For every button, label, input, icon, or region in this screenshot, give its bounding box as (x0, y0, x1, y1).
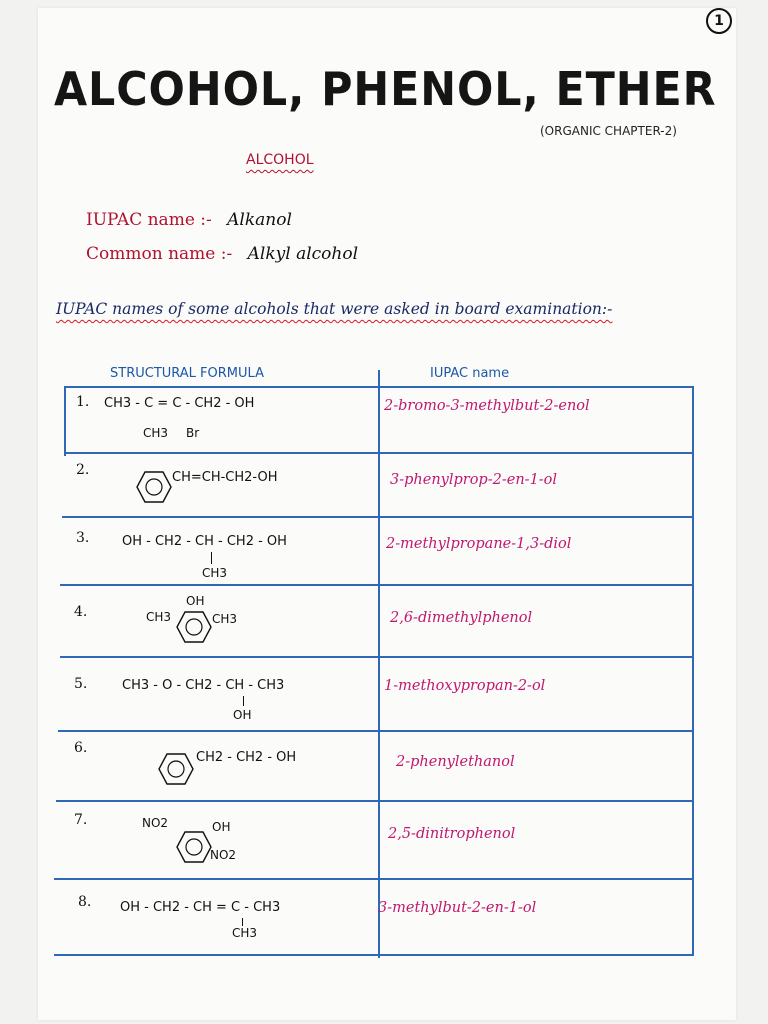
section-heading-text: ALCOHOL (246, 152, 314, 168)
iupac-name-value: Alkanol (227, 210, 292, 230)
iupac-name-row (86, 210, 292, 230)
benzene-ring-icon (176, 830, 212, 864)
iupac-answer: 2-methylpropane-1,3-diol (386, 536, 572, 552)
iupac-answer: 2-phenylethanol (396, 754, 515, 770)
row-number: 3. (76, 530, 90, 546)
iupac-answer: 3-methylbut-2-en-1-ol (378, 900, 537, 916)
iupac-name-label: IUPAC name :- (86, 210, 212, 230)
structural-formula: OH - CH2 - CH = C - CH3 (120, 900, 281, 915)
row-number: 6. (74, 740, 88, 756)
substituent: CH3 (212, 612, 238, 626)
table-line (64, 452, 694, 454)
structural-formula: CH=CH-CH2-OH (172, 470, 278, 485)
benzene-ring-icon (158, 752, 194, 786)
substituent: CH3 (146, 610, 172, 624)
structural-formula: CH2 - CH2 - OH (196, 750, 297, 765)
substituent: OH (186, 594, 205, 608)
structural-formula: CH3 - O - CH2 - CH - CH3 (122, 678, 285, 693)
common-name-label: Common name :- (86, 244, 233, 264)
bond-line (211, 552, 212, 564)
bond-line (243, 696, 244, 706)
table-line (58, 730, 692, 732)
table-left-border (64, 386, 66, 456)
chapter-subtitle: (ORGANIC CHAPTER-2) (540, 124, 677, 138)
row-number: 7. (74, 812, 88, 828)
table-line (62, 516, 694, 518)
section-heading (246, 152, 314, 168)
substituent: OH (233, 708, 252, 722)
iupac-answer: 2-bromo-3-methylbut-2-enol (384, 398, 590, 414)
substituent: OH (212, 820, 231, 834)
iupac-answer: 1-methoxypropan-2-ol (384, 678, 546, 694)
benzene-ring-icon (136, 470, 172, 504)
table-line (60, 656, 692, 658)
iupac-answer: 3-phenylprop-2-en-1-ol (390, 472, 558, 488)
structural-formula: OH - CH2 - CH - CH2 - OH (122, 534, 287, 549)
table-line (54, 954, 692, 956)
substituent: NO2 (210, 848, 237, 862)
row-number: 4. (74, 604, 88, 620)
substituent: NO2 (142, 816, 169, 830)
row-number: 1. (76, 394, 90, 410)
benzene-ring-icon (176, 610, 212, 644)
substituent: CH3 (143, 426, 169, 440)
iupac-answer: 2,6-dimethylphenol (390, 610, 533, 626)
row-number: 2. (76, 462, 90, 478)
notebook-page (38, 8, 736, 1020)
common-name-row (86, 244, 358, 264)
row-number: 8. (78, 894, 92, 910)
board-exam-heading-text: IUPAC names of some alcohols that were asked in board examination:- (56, 300, 613, 318)
substituent: CH3 (202, 566, 228, 580)
common-name-value: Alkyl alcohol (247, 244, 359, 264)
page-number: 1 (706, 8, 732, 34)
table-line (60, 584, 692, 586)
substituent: Br (186, 426, 200, 440)
table-right-border (692, 386, 694, 956)
table-line (64, 386, 694, 388)
board-exam-heading (56, 300, 612, 318)
table-line (54, 878, 692, 880)
structural-formula: CH3 - C = C - CH2 - OH (104, 396, 255, 411)
structural-formula-header: STRUCTURAL FORMULA (110, 366, 264, 381)
substituent: CH3 (232, 926, 258, 940)
bond-line (242, 918, 243, 926)
table-column-divider (378, 370, 380, 958)
table-line (56, 800, 692, 802)
iupac-name-header: IUPAC name (430, 366, 510, 381)
row-number: 5. (74, 676, 88, 692)
page-title: ALCOHOL, PHENOL, ETHER (54, 62, 717, 116)
iupac-answer: 2,5-dinitrophenol (388, 826, 516, 842)
